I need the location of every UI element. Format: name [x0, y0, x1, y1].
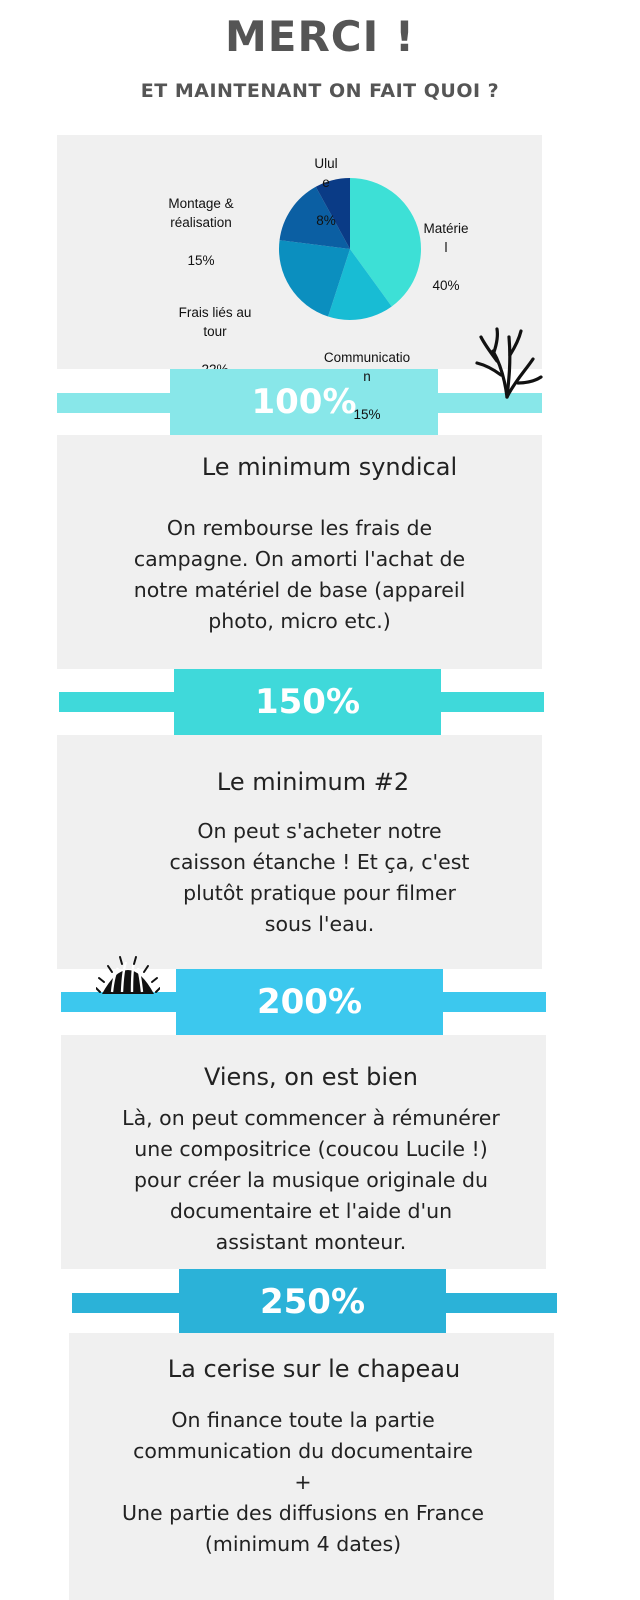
tier-250-panel [69, 1333, 554, 1600]
tier-100-percent: 100% [251, 382, 357, 422]
pie-label-montage [151, 175, 251, 270]
tier-100-line: On rembourse les frais de [166, 516, 433, 540]
tier-150-line: sous l'eau. [264, 912, 375, 936]
tier-150-badge [174, 669, 441, 735]
tier-100-line: notre matériel de base (appareil [133, 578, 466, 602]
pie-label-montage-name: Montage & réalisation [168, 196, 234, 230]
coral-icon [471, 325, 543, 401]
tier-150-line: On peut s'acheter notre [197, 819, 442, 843]
tier-100-panel [57, 435, 542, 669]
tier-250-line: (minimum 4 dates) [204, 1532, 402, 1556]
tier-250-description [29, 1405, 577, 1560]
tier-200-line: pour créer la musique originale du [134, 1168, 488, 1192]
tier-250-line: On finance toute la partie [171, 1408, 435, 1432]
tier-250-line: Une partie des diffusions en France [121, 1501, 485, 1525]
tier-150-description [97, 816, 542, 940]
tier-250-line: communication du documentaire [133, 1439, 473, 1463]
pie-label-materiel-name: Matérie l [423, 221, 469, 255]
tier-200-panel [61, 1035, 546, 1269]
tier-250-heading: La cerise sur le chapeau [167, 1355, 461, 1383]
tier-200-line: documentaire et l'aide d'un [169, 1199, 453, 1223]
pie-label-communication [314, 329, 420, 424]
tier-200-badge [176, 969, 443, 1035]
pie-label-materiel [411, 200, 481, 295]
tier-150-line: plutôt pratique pour filmer [183, 881, 456, 905]
pie-label-materiel-value: 40% [432, 278, 460, 293]
pie-label-ulule-value: 8% [316, 213, 336, 228]
tier-150-percent: 150% [254, 682, 361, 722]
tier-200-description [61, 1103, 561, 1258]
tier-200-heading: Viens, on est bien [203, 1063, 418, 1091]
tier-100-line: campagne. On amorti l'achat de [133, 547, 466, 571]
tier-100-line: photo, micro etc.) [208, 609, 391, 633]
pie-label-ulule-name: Ulul e [314, 156, 338, 190]
tier-200-line: une compositrice (coucou Lucile !) [134, 1137, 488, 1161]
tier-200-line: Là, on peut commencer à rémunérer [122, 1106, 500, 1130]
tier-250-line: + [294, 1470, 312, 1494]
pie-label-communication-name: Communicatio n [323, 350, 411, 384]
page-subtitle: ET MAINTENANT ON FAIT QUOI ? [140, 80, 500, 102]
tier-150-panel [57, 735, 542, 969]
tier-250-percent: 250% [259, 1282, 366, 1322]
pie-label-ulule [297, 135, 355, 230]
pie-label-montage-value: 15% [187, 253, 215, 268]
sea-urchin-icon [96, 952, 160, 998]
tier-250-badge [179, 1269, 446, 1335]
pie-label-frais-name: Frais liés au tour [178, 305, 252, 339]
page-title: MERCI ! [224, 12, 416, 61]
tier-150-line: caisson étanche ! Et ça, c'est [169, 850, 470, 874]
tier-100-heading: Le minimum syndical [201, 453, 458, 481]
tier-150-heading: Le minimum #2 [216, 768, 410, 796]
chart-panel [57, 135, 542, 369]
tier-100-description [57, 513, 542, 637]
pie-label-frais [162, 284, 268, 379]
tier-200-percent: 200% [256, 982, 363, 1022]
tier-200-line: assistant monteur. [215, 1230, 407, 1254]
pie-label-communication-value: 15% [353, 407, 381, 422]
